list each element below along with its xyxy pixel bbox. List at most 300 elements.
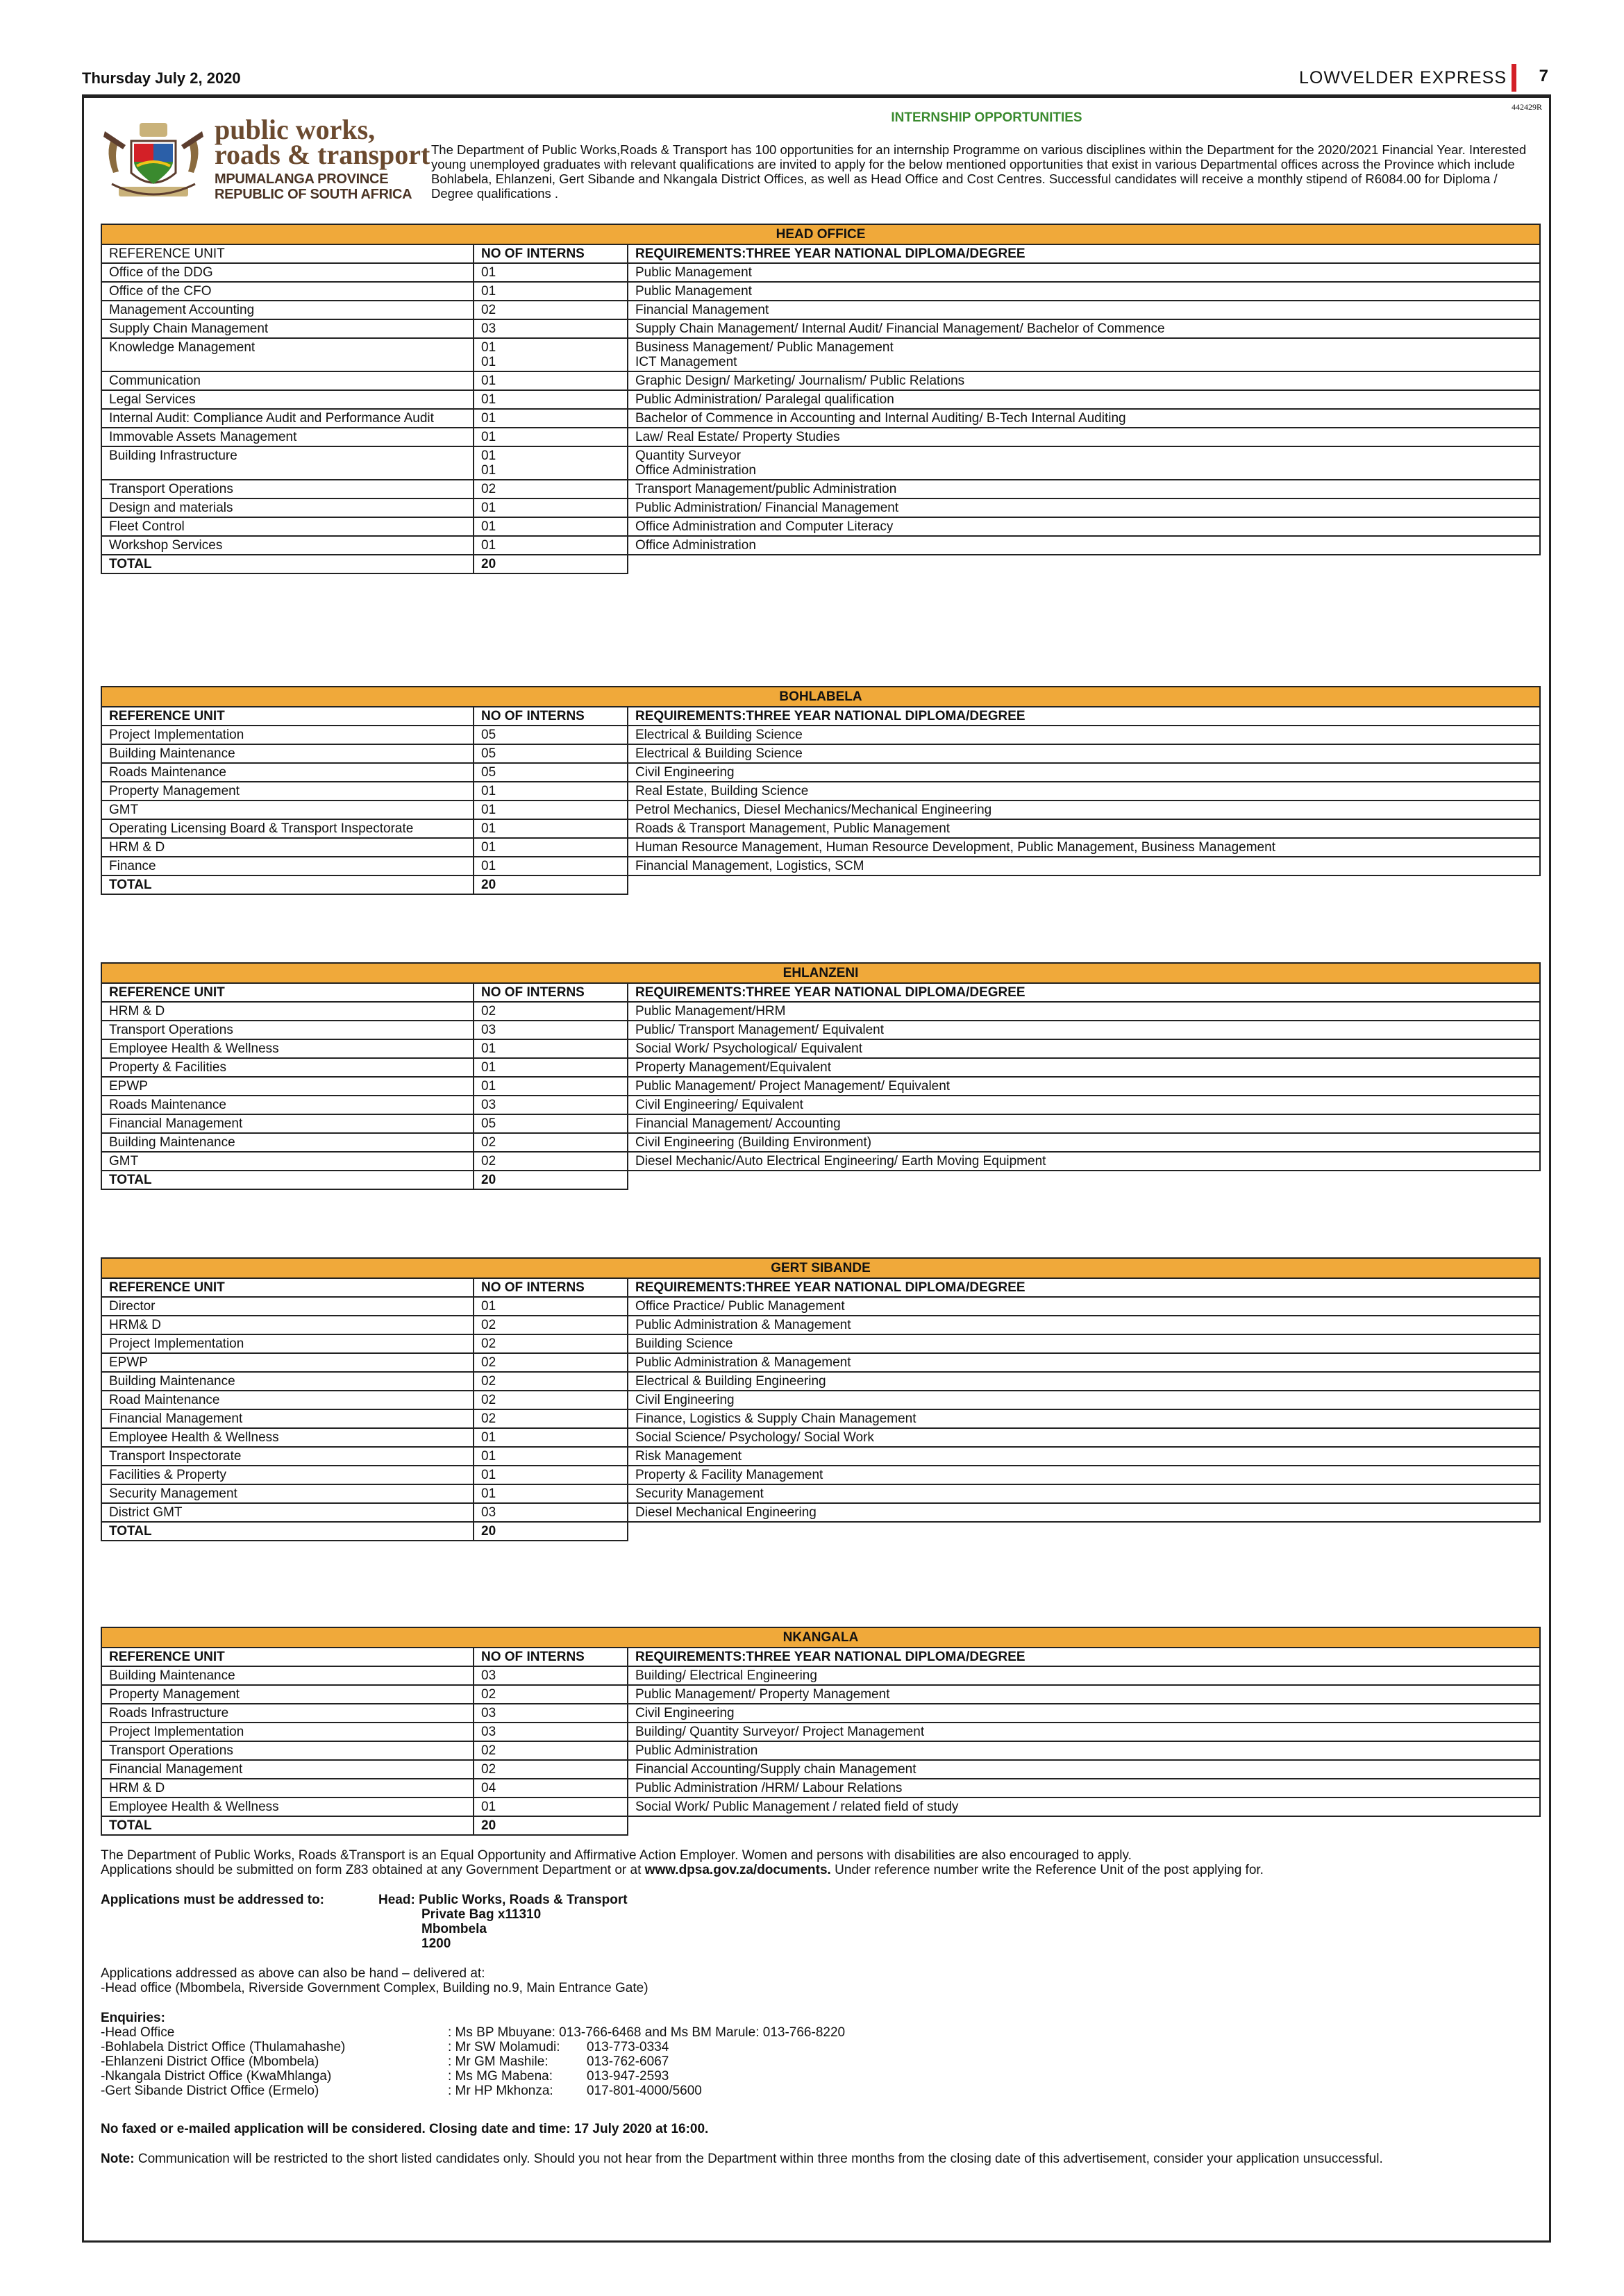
reference-unit-cell: Fleet Control [101,517,474,536]
region-table [101,224,1541,574]
table-row [101,301,1540,319]
empty-cell [628,555,1540,573]
requirements-cell: Social Work/ Public Management / related field of study [628,1798,1540,1816]
requirements-cell: Transport Management/public Administration [628,480,1540,498]
interns-count-cell: 01 [474,263,628,282]
table-row [101,857,1540,875]
reference-unit-cell: Transport Inspectorate [101,1447,474,1466]
column-header: REQUIREMENTS:THREE YEAR NATIONAL DIPLOMA/DEGREE [628,244,1540,263]
reference-unit-cell: Building Maintenance [101,1372,474,1391]
column-header: REFERENCE UNIT [101,707,474,726]
hand-delivery-location: -Head office (Mbombela, Riverside Government Complex, Building no.9, Main Entrance Gate) [101,1981,648,1995]
advert-reference: 442429R [1511,102,1542,112]
requirements-cell: Finance, Logistics & Supply Chain Management [628,1409,1540,1428]
empty-cell [628,875,1540,894]
reference-unit-cell: EPWP [101,1077,474,1096]
table-row [101,838,1540,857]
table-row [101,1704,1540,1723]
interns-count-cell: 03 [474,1723,628,1741]
enquiry-phone: 017-801-4000/5600 [587,2084,702,2098]
interns-count-cell: 02 [474,1685,628,1704]
interns-count-cell: 01 [474,857,628,875]
requirements-cell: Building Science [628,1334,1540,1353]
interns-count-cell: 02 [474,1002,628,1021]
total-row [101,1171,1540,1189]
interns-count-cell: 03 [474,1666,628,1685]
reference-unit-cell: Employee Health & Wellness [101,1039,474,1058]
total-value: 20 [474,875,628,894]
reference-unit-cell: Building Infrastructure [101,446,474,480]
requirements-cell: Property & Facility Management [628,1466,1540,1484]
table-row [101,1409,1540,1428]
interns-count-cell: 01 [474,371,628,390]
reference-unit-cell: Employee Health & Wellness [101,1428,474,1447]
region-table [101,1257,1541,1541]
column-header: NO OF INTERNS [474,707,628,726]
empty-cell [628,1816,1540,1835]
total-label: TOTAL [101,1816,474,1835]
interns-count-cell: 01 [474,1447,628,1466]
reference-unit-cell: Property Management [101,782,474,801]
requirements-cell: Public Management/HRM [628,1002,1540,1021]
table-row [101,1428,1540,1447]
total-label: TOTAL [101,875,474,894]
total-row [101,555,1540,573]
enquiry-office: -Bohlabela District Office (Thulamahashe) [101,2040,346,2054]
enquiry-phone: 013-947-2593 [587,2069,669,2084]
reference-unit-cell: Financial Management [101,1760,474,1779]
interns-count-cell: 02 [474,1152,628,1171]
interns-count-cell: 02 [474,480,628,498]
requirements-cell: Civil Engineering [628,763,1540,782]
reference-unit-cell: Office of the CFO [101,282,474,301]
region-banner: GERT SIBANDE [101,1258,1540,1278]
table-row [101,726,1540,744]
interns-count-cell: 01 [474,1466,628,1484]
requirements-cell: Property Management/Equivalent [628,1058,1540,1077]
total-label: TOTAL [101,1171,474,1189]
requirements-cell: Security Management [628,1484,1540,1503]
interns-count-cell: 01 [474,1077,628,1096]
reference-unit-cell: Office of the DDG [101,263,474,282]
table-row [101,819,1540,838]
table-row [101,1096,1540,1114]
column-header: REFERENCE UNIT [101,1648,474,1666]
total-value: 20 [474,1816,628,1835]
table-row [101,480,1540,498]
column-header: REQUIREMENTS:THREE YEAR NATIONAL DIPLOMA/DEGREE [628,983,1540,1002]
equal-opportunity-text: The Department of Public Works, Roads &Transport is an Equal Opportunity and Affirmative Action Employer. Women and persons with disabilities are also encouraged to apply. [101,1848,1132,1863]
requirements-cell: Office Administration and Computer Literacy [628,517,1540,536]
interns-count-cell: 02 [474,1760,628,1779]
reference-unit-cell: HRM & D [101,1779,474,1798]
enquiry-office: -Nkangala District Office (KwaMhlanga) [101,2069,332,2084]
table-row [101,782,1540,801]
table-row [101,498,1540,517]
requirements-cell: Roads & Transport Management, Public Management [628,819,1540,838]
interns-count-cell: 01 [474,819,628,838]
enquiry-contact: : Mr HP Mkhonza: [448,2084,553,2098]
enquiry-contact: : Ms MG Mabena: [448,2069,553,2084]
requirements-cell: Financial Management/ Accounting [628,1114,1540,1133]
requirements-cell: Civil Engineering (Building Environment) [628,1133,1540,1152]
table-row [101,1685,1540,1704]
requirements-cell: Public Administration/ Paralegal qualification [628,390,1540,409]
enquiry-office: -Gert Sibande District Office (Ermelo) [101,2084,319,2098]
requirements-cell: Public Administration/ Financial Management [628,498,1540,517]
interns-count-cell: 01 [474,1484,628,1503]
interns-count-cell: 01 [474,1039,628,1058]
region-banner: HEAD OFFICE [101,224,1540,244]
table-row [101,801,1540,819]
reference-unit-cell: Immovable Assets Management [101,428,474,446]
table-row [101,517,1540,536]
empty-cell [628,1522,1540,1541]
reference-unit-cell: Design and materials [101,498,474,517]
publication-name: LOWVELDER EXPRESS [1298,68,1507,87]
table-row [101,1353,1540,1372]
interns-count-cell: 01 01 [474,446,628,480]
interns-count-cell: 01 [474,1798,628,1816]
reference-unit-cell: HRM& D [101,1316,474,1334]
interns-count-cell: 02 [474,1741,628,1760]
dpsa-link[interactable]: www.dpsa.gov.za/documents. [644,1863,831,1877]
requirements-cell: Electrical & Building Science [628,726,1540,744]
table-row [101,1447,1540,1466]
closing-date-text: No faxed or e-mailed application will be considered. Closing date and time: 17 July 2020 at 16:00. [101,2122,709,2136]
requirements-cell: Diesel Mechanical Engineering [628,1503,1540,1522]
table-row [101,409,1540,428]
reference-unit-cell: Facilities & Property [101,1466,474,1484]
masthead [82,64,1551,96]
reference-unit-cell: Road Maintenance [101,1391,474,1409]
address-line: 1200 [421,1936,451,1951]
interns-count-cell: 03 [474,319,628,338]
coat-of-arms-icon [98,117,209,208]
total-value: 20 [474,555,628,573]
logo-line-1: public works, [215,114,376,145]
requirements-cell: Risk Management [628,1447,1540,1466]
reference-unit-cell: Legal Services [101,390,474,409]
requirements-cell: Financial Accounting/Supply chain Management [628,1760,1540,1779]
region-banner: NKANGALA [101,1627,1540,1648]
requirements-cell: Public Management/ Project Management/ Equivalent [628,1077,1540,1096]
requirements-cell: Human Resource Management, Human Resource Development, Public Management, Business Management [628,838,1540,857]
interns-count-cell: 05 [474,726,628,744]
interns-count-cell: 02 [474,1316,628,1334]
interns-count-cell: 02 [474,1372,628,1391]
requirements-cell: Bachelor of Commence in Accounting and Internal Auditing/ B-Tech Internal Auditing [628,409,1540,428]
reference-unit-cell: Roads Infrastructure [101,1704,474,1723]
interns-count-cell: 03 [474,1096,628,1114]
reference-unit-cell: Transport Operations [101,1021,474,1039]
requirements-cell: Electrical & Building Science [628,744,1540,763]
enquiry-row [101,2069,1539,2084]
reference-unit-cell: Internal Audit: Compliance Audit and Performance Audit [101,409,474,428]
interns-count-cell: 02 [474,1391,628,1409]
reference-unit-cell: Property & Facilities [101,1058,474,1077]
table-row [101,1484,1540,1503]
requirements-cell: Public Management [628,263,1540,282]
interns-count-cell: 05 [474,763,628,782]
requirements-cell: Public Administration & Management [628,1316,1540,1334]
interns-count-cell: 03 [474,1704,628,1723]
interns-count-cell: 05 [474,744,628,763]
department-logo [98,114,431,208]
requirements-cell: Law/ Real Estate/ Property Studies [628,428,1540,446]
table-row [101,1152,1540,1171]
reference-unit-cell: Employee Health & Wellness [101,1798,474,1816]
table-row [101,1503,1540,1522]
enquiries-list [101,2025,1539,2098]
table-row [101,1466,1540,1484]
total-label: TOTAL [101,1522,474,1541]
table-row [101,1723,1540,1741]
table-row [101,371,1540,390]
reference-unit-cell: Security Management [101,1484,474,1503]
requirements-cell: Supply Chain Management/ Internal Audit/ Financial Management/ Bachelor of Commence [628,319,1540,338]
interns-count-cell: 01 [474,428,628,446]
requirements-cell: Public Management [628,282,1540,301]
reference-unit-cell: HRM & D [101,1002,474,1021]
table-row [101,1779,1540,1798]
logo-line-4: REPUBLIC OF SOUTH AFRICA [215,187,412,202]
enquiry-phone: 013-773-0334 [587,2040,669,2054]
total-row [101,1816,1540,1835]
reference-unit-cell: Project Implementation [101,1334,474,1353]
column-header: REFERENCE UNIT [101,244,474,263]
column-header: NO OF INTERNS [474,983,628,1002]
reference-unit-cell: District GMT [101,1503,474,1522]
requirements-cell: Quantity Surveyor Office Administration [628,446,1540,480]
reference-unit-cell: GMT [101,1152,474,1171]
empty-cell [628,1171,1540,1189]
table-row [101,744,1540,763]
intro-body: The Department of Public Works,Roads & Transport has 100 opportunities for an internship Programme on various disciplines within the Department for the 2020/2021 Financial Year. Interested young unemployed graduates with relevant qualifications are invited to apply for the below mentioned opportunities that exist in various Departmental offices across the Province which include Bohlabela, Ehlanzeni, Gert Sibande and Nkangala District Offices, as well as Head Office and Cost Centres. Successful candidates will receive a monthly stipend of R6084.00 for Diploma / Degree qualifications . [431,142,1527,201]
requirements-cell: Civil Engineering/ Equivalent [628,1096,1540,1114]
table-row [101,319,1540,338]
interns-count-cell: 01 [474,517,628,536]
table-row [101,282,1540,301]
interns-count-cell: 02 [474,1334,628,1353]
enquiry-row [101,2025,1539,2040]
reference-unit-cell: Director [101,1297,474,1316]
page-number: 7 [1539,67,1548,85]
interns-count-cell: 01 [474,1428,628,1447]
address-label: Applications must be addressed to: [101,1893,324,1907]
requirements-cell: Public Administration [628,1741,1540,1760]
issue-date: Thursday July 2, 2020 [82,69,241,87]
total-row [101,875,1540,894]
region-table [101,1627,1541,1836]
note-label: Note: [101,2152,135,2166]
table-row [101,446,1540,480]
interns-count-cell: 01 [474,1058,628,1077]
table-row [101,1133,1540,1152]
requirements-cell: Public Administration /HRM/ Labour Relations [628,1779,1540,1798]
enquiry-row [101,2040,1539,2054]
reference-unit-cell: Roads Maintenance [101,1096,474,1114]
address-line: Private Bag x11310 [421,1907,542,1922]
address-head: Head: Public Works, Roads & Transport [378,1893,628,1907]
table-row [101,1316,1540,1334]
enquiry-phone: 013-762-6067 [587,2054,669,2069]
reference-unit-cell: Supply Chain Management [101,319,474,338]
reference-unit-cell: Transport Operations [101,1741,474,1760]
column-header: NO OF INTERNS [474,1648,628,1666]
reference-unit-cell: Knowledge Management [101,338,474,371]
table-row [101,1760,1540,1779]
intro-title: INTERNSHIP OPPORTUNITIES [891,110,1082,125]
table-row [101,1058,1540,1077]
reference-unit-cell: Property Management [101,1685,474,1704]
reference-unit-cell: Financial Management [101,1114,474,1133]
region-banner: BOHLABELA [101,687,1540,707]
requirements-cell: Office Administration [628,536,1540,555]
requirements-cell: Building/ Quantity Surveyor/ Project Management [628,1723,1540,1741]
requirements-cell: Petrol Mechanics, Diesel Mechanics/Mechanical Engineering [628,801,1540,819]
requirements-cell: Civil Engineering [628,1391,1540,1409]
region-banner: EHLANZENI [101,963,1540,983]
reference-unit-cell: Workshop Services [101,536,474,555]
reference-unit-cell: Transport Operations [101,480,474,498]
interns-count-cell: 01 [474,838,628,857]
advert-frame [82,96,1551,2243]
enquiry-office: -Head Office [101,2025,175,2040]
interns-count-cell: 01 [474,390,628,409]
column-header: NO OF INTERNS [474,244,628,263]
table-row [101,1334,1540,1353]
address-line: Mbombela [421,1922,487,1936]
interns-count-cell: 03 [474,1503,628,1522]
requirements-cell: Public Administration & Management [628,1353,1540,1372]
table-row [101,428,1540,446]
logo-text [215,114,430,202]
table-row [101,1666,1540,1685]
total-value: 20 [474,1171,628,1189]
interns-count-cell: 02 [474,301,628,319]
table-row [101,1741,1540,1760]
reference-unit-cell: Building Maintenance [101,1133,474,1152]
interns-count-cell: 03 [474,1021,628,1039]
enquiry-row [101,2054,1539,2069]
requirements-cell: Public Management/ Property Management [628,1685,1540,1704]
enquiry-contact: : Mr GM Mashile: [448,2054,549,2069]
interns-count-cell: 02 [474,1409,628,1428]
logo-line-2: roads & transport [215,139,430,170]
table-row [101,1077,1540,1096]
table-row [101,1798,1540,1816]
requirements-cell: Financial Management, Logistics, SCM [628,857,1540,875]
interns-count-cell: 04 [474,1779,628,1798]
reference-unit-cell: EPWP [101,1353,474,1372]
table-row [101,263,1540,282]
requirements-cell: Business Management/ Public Management ICT Management [628,338,1540,371]
interns-count-cell: 02 [474,1133,628,1152]
reference-unit-cell: GMT [101,801,474,819]
reference-unit-cell: Roads Maintenance [101,763,474,782]
column-header: REQUIREMENTS:THREE YEAR NATIONAL DIPLOMA/DEGREE [628,1648,1540,1666]
column-header: REFERENCE UNIT [101,983,474,1002]
requirements-cell: Social Work/ Psychological/ Equivalent [628,1039,1540,1058]
reference-unit-cell: Operating Licensing Board & Transport Inspectorate [101,819,474,838]
enquiry-contact: : Mr SW Molamudi: [448,2040,560,2054]
intro-section [431,110,1542,201]
note-text [101,2152,1539,2166]
table-row [101,1002,1540,1021]
column-header: REQUIREMENTS:THREE YEAR NATIONAL DIPLOMA/DEGREE [628,1278,1540,1297]
requirements-cell: Electrical & Building Engineering [628,1372,1540,1391]
reference-unit-cell: Project Implementation [101,1723,474,1741]
interns-count-cell: 01 [474,409,628,428]
table-row [101,536,1540,555]
table-row [101,1372,1540,1391]
column-header: REFERENCE UNIT [101,1278,474,1297]
table-row [101,338,1540,371]
table-row [101,1391,1540,1409]
application-footer [101,1848,1539,2166]
interns-count-cell: 02 [474,1353,628,1372]
total-label: TOTAL [101,555,474,573]
interns-count-cell: 01 [474,282,628,301]
reference-unit-cell: Building Maintenance [101,744,474,763]
apply-text-post: Under reference number write the Reference Unit of the post applying for. [830,1863,1264,1877]
table-row [101,763,1540,782]
table-row [101,1297,1540,1316]
requirements-cell: Financial Management [628,301,1540,319]
apply-text-pre: Applications should be submitted on form Z83 obtained at any Government Department or at [101,1863,645,1877]
requirements-cell: Building/ Electrical Engineering [628,1666,1540,1685]
requirements-cell: Civil Engineering [628,1704,1540,1723]
enquiry-office: -Ehlanzeni District Office (Mbombela) [101,2054,319,2069]
note-body: Communication will be restricted to the short listed candidates only. Should you not hear from the Department within three months from the closing date of this advertisement, consider your application unsuccessful. [134,2152,1383,2166]
interns-count-cell: 01 [474,1297,628,1316]
table-row [101,1021,1540,1039]
interns-count-cell: 01 [474,782,628,801]
region-table [101,962,1541,1190]
logo-line-3: MPUMALANGA PROVINCE [215,171,389,187]
interns-count-cell: 01 [474,536,628,555]
region-table [101,686,1541,895]
total-value: 20 [474,1522,628,1541]
requirements-cell: Diesel Mechanic/Auto Electrical Engineering/ Earth Moving Equipment [628,1152,1540,1171]
table-row [101,1114,1540,1133]
interns-count-cell: 01 01 [474,338,628,371]
reference-unit-cell: Finance [101,857,474,875]
column-header: NO OF INTERNS [474,1278,628,1297]
reference-unit-cell: Communication [101,371,474,390]
table-row [101,1039,1540,1058]
enquiry-contact: : Ms BP Mbuyane: 013-766-6468 and Ms BM Marule: 013-766-8220 [448,2025,846,2040]
interns-count-cell: 01 [474,801,628,819]
application-instructions [101,1863,1539,1877]
total-row [101,1522,1540,1541]
reference-unit-cell: Project Implementation [101,726,474,744]
requirements-cell: Public/ Transport Management/ Equivalent [628,1021,1540,1039]
column-header: REQUIREMENTS:THREE YEAR NATIONAL DIPLOMA/DEGREE [628,707,1540,726]
table-row [101,390,1540,409]
interns-count-cell: 01 [474,498,628,517]
reference-unit-cell: Building Maintenance [101,1666,474,1685]
enquiry-row [101,2084,1539,2098]
reference-unit-cell: HRM & D [101,838,474,857]
hand-delivery-text: Applications addressed as above can also be hand – delivered at: [101,1966,485,1981]
requirements-cell: Social Science/ Psychology/ Social Work [628,1428,1540,1447]
reference-unit-cell: Management Accounting [101,301,474,319]
requirements-cell: Office Practice/ Public Management [628,1297,1540,1316]
address-block [101,1893,1539,1951]
requirements-cell: Real Estate, Building Science [628,782,1540,801]
